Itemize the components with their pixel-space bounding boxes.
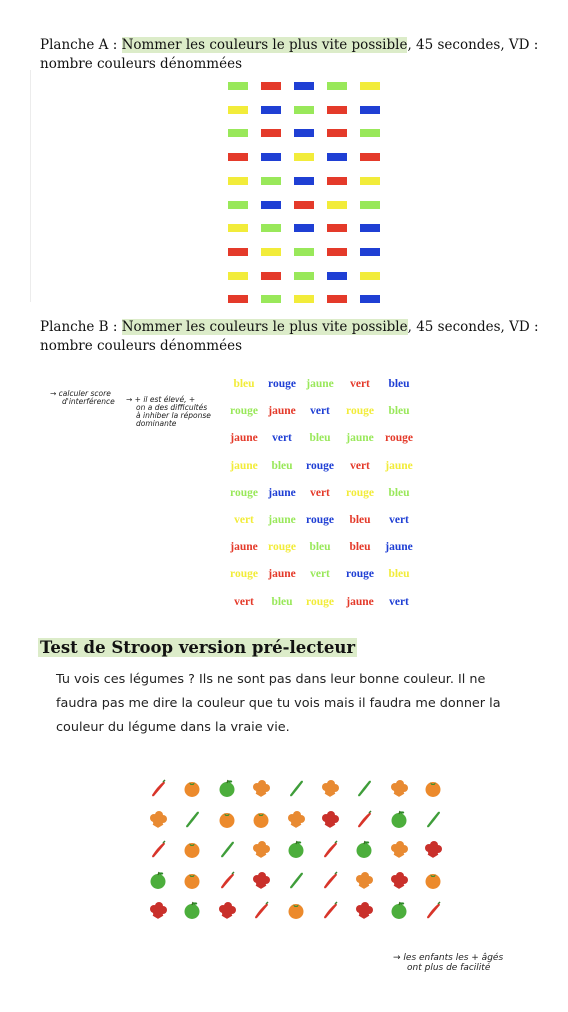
color-rect bbox=[360, 106, 380, 114]
cauli-icon bbox=[319, 808, 341, 830]
stroop-word: vert bbox=[272, 432, 292, 445]
color-rect bbox=[294, 201, 314, 209]
planche-b-rest: , 45 secondes, VD : nombre couleurs dénommées bbox=[40, 319, 539, 354]
planche-a-rest: , 45 secondes, VD : nombre couleurs dénommées bbox=[40, 37, 539, 72]
stroop-word: vert bbox=[389, 595, 409, 608]
pepper-icon bbox=[319, 838, 341, 860]
pepper-icon bbox=[422, 899, 444, 921]
cauli-icon bbox=[388, 869, 410, 891]
stroop-word: jaune bbox=[230, 541, 258, 554]
color-rect bbox=[261, 224, 281, 232]
tomato-icon bbox=[422, 777, 444, 799]
color-rect bbox=[327, 177, 347, 185]
color-rect bbox=[294, 272, 314, 280]
stroop-word: rouge bbox=[230, 486, 258, 499]
cucumber-icon bbox=[353, 777, 375, 799]
stroop-word: rouge bbox=[306, 514, 334, 526]
color-rect bbox=[327, 201, 347, 209]
cauli-icon bbox=[388, 777, 410, 799]
stroop-word: jaune bbox=[346, 595, 374, 608]
tomato-icon bbox=[285, 899, 307, 921]
cauli-icon bbox=[216, 899, 238, 921]
cauli-icon bbox=[319, 777, 341, 799]
color-rect bbox=[360, 201, 380, 209]
color-rect bbox=[261, 201, 281, 209]
tomato-icon bbox=[422, 869, 444, 891]
stroop-word: bleu bbox=[388, 405, 410, 418]
color-rect bbox=[360, 295, 380, 303]
stroop-word: bleu bbox=[309, 432, 331, 445]
color-rect bbox=[327, 153, 347, 161]
color-rect bbox=[294, 248, 314, 256]
apple-icon bbox=[181, 899, 203, 921]
stroop-word: rouge bbox=[268, 378, 296, 390]
stroop-word: vert bbox=[350, 459, 370, 472]
color-rect bbox=[261, 248, 281, 256]
stroop-word: rouge bbox=[346, 405, 374, 418]
cauli-icon bbox=[147, 808, 169, 830]
cauli-icon bbox=[422, 838, 444, 860]
color-rect bbox=[228, 129, 248, 137]
apple-icon bbox=[353, 838, 375, 860]
pepper-icon bbox=[147, 777, 169, 799]
cucumber-icon bbox=[181, 808, 203, 830]
stroop-instructions: Tu vois ces légumes ? Ils ne sont pas dans leur bonne couleur. Il ne faudra pas me dire la couleur que tu vois mais il faudra me donner la couleur du légume dans la vraie vie. bbox=[56, 672, 501, 735]
stroop-word: jaune bbox=[268, 486, 296, 499]
pepper-icon bbox=[250, 899, 272, 921]
planche-a-label: Planche A : bbox=[40, 37, 122, 53]
planche-a-highlight: Nommer les couleurs le plus vite possible bbox=[121, 37, 408, 53]
stroop-word: jaune bbox=[268, 514, 296, 526]
color-rect bbox=[327, 82, 347, 90]
stroop-word: vert bbox=[234, 514, 254, 526]
stroop-word: bleu bbox=[388, 378, 410, 390]
tomato-icon bbox=[181, 869, 203, 891]
color-rect bbox=[327, 272, 347, 280]
color-rect bbox=[360, 224, 380, 232]
color-rect bbox=[327, 248, 347, 256]
stroop-word: rouge bbox=[268, 541, 296, 554]
cauli-icon bbox=[250, 869, 272, 891]
stroop-word: vert bbox=[310, 405, 330, 418]
tomato-icon bbox=[181, 777, 203, 799]
margin-line bbox=[30, 70, 31, 302]
planche-b-highlight: Nommer les couleurs le plus vite possible bbox=[121, 319, 408, 335]
pepper-icon bbox=[319, 869, 341, 891]
color-rect bbox=[228, 106, 248, 114]
tomato-icon bbox=[250, 808, 272, 830]
stroop-word: rouge bbox=[306, 595, 334, 608]
pepper-icon bbox=[319, 899, 341, 921]
color-rect bbox=[294, 82, 314, 90]
apple-icon bbox=[216, 777, 238, 799]
pepper-icon bbox=[147, 838, 169, 860]
stroop-word: jaune bbox=[230, 432, 258, 445]
tomato-icon bbox=[181, 838, 203, 860]
stroop-word: rouge bbox=[346, 568, 374, 581]
color-rect bbox=[228, 272, 248, 280]
stroop-word: vert bbox=[389, 514, 409, 526]
tomato-icon bbox=[216, 808, 238, 830]
handwritten-note-older-children bbox=[393, 953, 503, 973]
color-rect bbox=[261, 272, 281, 280]
stroop-word: bleu bbox=[388, 568, 410, 581]
apple-icon bbox=[388, 808, 410, 830]
apple-icon bbox=[388, 899, 410, 921]
stroop-word: jaune bbox=[268, 568, 296, 581]
pepper-icon bbox=[353, 808, 375, 830]
stroop-title: Test de Stroop version pré-lecteur bbox=[40, 638, 356, 657]
note-line: à inhiber la réponse bbox=[136, 411, 211, 420]
cauli-icon bbox=[147, 899, 169, 921]
stroop-word: vert bbox=[310, 486, 330, 499]
stroop-word: jaune bbox=[385, 541, 413, 554]
planche-a-heading bbox=[40, 36, 555, 74]
stroop-word: rouge bbox=[306, 459, 334, 472]
stroop-word: bleu bbox=[233, 378, 255, 390]
stroop-word: vert bbox=[310, 568, 330, 581]
color-rect bbox=[261, 295, 281, 303]
stroop-word: jaune bbox=[268, 405, 296, 418]
note-line: → les enfants les + âgés bbox=[393, 953, 504, 963]
cauli-icon bbox=[388, 838, 410, 860]
color-rect bbox=[228, 82, 248, 90]
color-rect bbox=[327, 106, 347, 114]
planche-b-heading bbox=[40, 318, 555, 356]
handwritten-note-inhibition bbox=[126, 396, 211, 428]
color-rect bbox=[228, 224, 248, 232]
apple-icon bbox=[147, 869, 169, 891]
stroop-word: jaune bbox=[230, 459, 258, 472]
color-rect bbox=[294, 224, 314, 232]
cucumber-icon bbox=[285, 777, 307, 799]
stroop-word: rouge bbox=[230, 405, 258, 418]
cucumber-icon bbox=[285, 869, 307, 891]
color-rect bbox=[327, 295, 347, 303]
note-line: on a des difficultés bbox=[136, 403, 208, 412]
color-rect bbox=[294, 177, 314, 185]
stroop-word: vert bbox=[350, 378, 370, 390]
color-rect bbox=[294, 153, 314, 161]
color-rect bbox=[261, 129, 281, 137]
color-rect bbox=[228, 177, 248, 185]
cucumber-icon bbox=[216, 838, 238, 860]
color-rect bbox=[360, 272, 380, 280]
color-rect bbox=[261, 177, 281, 185]
color-rect bbox=[360, 177, 380, 185]
color-rect bbox=[327, 224, 347, 232]
stroop-word: bleu bbox=[349, 514, 371, 526]
cucumber-icon bbox=[422, 808, 444, 830]
color-rect bbox=[360, 248, 380, 256]
handwritten-note-interference bbox=[50, 390, 115, 406]
stroop-word: rouge bbox=[230, 568, 258, 581]
color-rect bbox=[294, 106, 314, 114]
note-line: ont plus de facilité bbox=[407, 963, 491, 973]
color-rect bbox=[261, 82, 281, 90]
stroop-word: rouge bbox=[346, 486, 374, 499]
stroop-word: bleu bbox=[271, 595, 293, 608]
note-line: → + il est élevé, + bbox=[126, 395, 196, 404]
color-rect bbox=[360, 153, 380, 161]
stroop-word: jaune bbox=[346, 432, 374, 445]
cauli-icon bbox=[250, 838, 272, 860]
note-line: d'interférence bbox=[62, 397, 115, 406]
color-rect bbox=[228, 295, 248, 303]
cauli-icon bbox=[353, 899, 375, 921]
stroop-word: jaune bbox=[306, 378, 334, 390]
color-rect bbox=[294, 295, 314, 303]
color-rect bbox=[360, 82, 380, 90]
note-line: dominante bbox=[136, 419, 177, 428]
stroop-word: vert bbox=[234, 595, 254, 608]
color-rect bbox=[360, 129, 380, 137]
planche-b-label: Planche B : bbox=[40, 319, 122, 335]
stroop-word: jaune bbox=[385, 459, 413, 472]
color-rect bbox=[261, 106, 281, 114]
color-rect bbox=[228, 153, 248, 161]
stroop-word: bleu bbox=[388, 486, 410, 499]
color-rect bbox=[261, 153, 281, 161]
apple-icon bbox=[285, 838, 307, 860]
cauli-icon bbox=[353, 869, 375, 891]
stroop-word: rouge bbox=[385, 432, 413, 445]
cauli-icon bbox=[250, 777, 272, 799]
color-rect bbox=[327, 129, 347, 137]
color-rect bbox=[228, 248, 248, 256]
stroop-word: bleu bbox=[271, 459, 293, 472]
stroop-word: bleu bbox=[309, 541, 331, 554]
stroop-word: bleu bbox=[349, 541, 371, 554]
cauli-icon bbox=[285, 808, 307, 830]
color-rect bbox=[228, 201, 248, 209]
pepper-icon bbox=[216, 869, 238, 891]
color-rect bbox=[294, 129, 314, 137]
note-line: → calculer score bbox=[50, 389, 111, 398]
